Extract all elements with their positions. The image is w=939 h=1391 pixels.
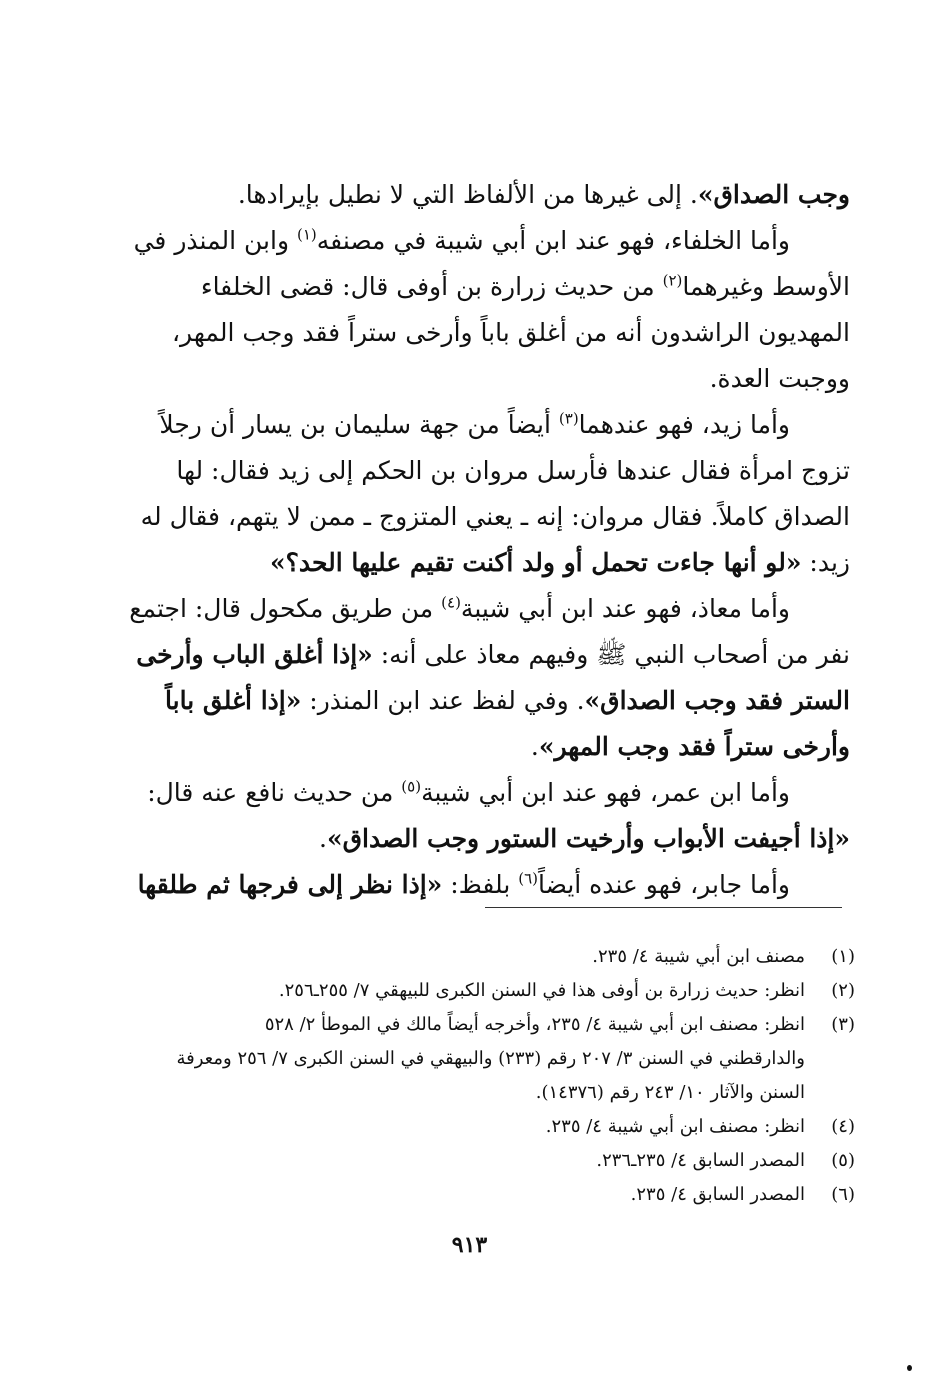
- text-line: [100, 540, 850, 586]
- text-run: بلفظ:: [442, 870, 519, 899]
- text-line: [100, 402, 850, 448]
- text-line: [100, 678, 850, 724]
- footnote-number: (١): [831, 946, 855, 967]
- footnote-marker: (١): [297, 225, 317, 244]
- text-run: وأما زيد، فهو عندهما: [578, 410, 790, 439]
- footnote-separator: [485, 907, 842, 908]
- quoted-text: «إذا أجيفت الأبواب وأرخيت الستور وجب الصداق»: [326, 824, 850, 853]
- footnote-text: [95, 1178, 805, 1212]
- text-run: نفر من أصحاب النبي ﷺ وفيهم معاذ على أنه:: [372, 640, 850, 669]
- quoted-text: «إذا أغلق الباب وأرخى: [136, 640, 373, 669]
- text-line: [100, 632, 850, 678]
- footnote-line: والدارقطني في السنن ٣/ ٢٠٧ رقم (٢٣٣) والبيهقي في السنن الكبرى ٧/ ٢٥٦ ومعرفة: [176, 1048, 805, 1069]
- text-line: [100, 264, 850, 310]
- text-run: . وفي لفظ عند ابن المنذر:: [301, 686, 585, 715]
- page-number: ٩١٣: [451, 1232, 488, 1258]
- footnote-item: [95, 974, 855, 1008]
- quoted-text: وأرخى ستراً فقد وجب المهر»: [538, 732, 850, 761]
- quoted-text: «لو أنها جاءت تحمل أو ولد أكنت تقيم عليها الحد؟»: [269, 548, 802, 577]
- text-run: وأما الخلفاء، فهو عند ابن أبي شيبة في مصنفه: [316, 226, 790, 255]
- text-run: الصداق كاملاً. فقال مروان: إنه ـ يعني المتزوج ـ ممن لا يتهم، فقال له: [140, 502, 850, 531]
- quoted-text: الستر فقد وجب الصداق»: [584, 686, 850, 715]
- scan-speck: [907, 1365, 912, 1371]
- footnote-marker: (٦): [518, 869, 539, 888]
- text-line: [100, 218, 850, 264]
- text-line: [100, 448, 850, 494]
- footnote-item: [95, 1008, 855, 1110]
- text-line: [100, 356, 850, 402]
- text-run: .: [319, 824, 327, 853]
- text-line: [100, 310, 850, 356]
- footnote-item: [95, 1110, 855, 1144]
- text-run: من حديث نافع عنه قال:: [147, 778, 402, 807]
- footnote-number: (٢): [831, 980, 855, 1001]
- footnote-item: [95, 940, 855, 974]
- quoted-text: وجب الصداق»: [697, 180, 850, 209]
- text-line: [100, 494, 850, 540]
- quoted-text: «إذا أغلق باباً: [165, 686, 302, 715]
- quoted-text: «إذا نظر إلى فرجها ثم طلقها: [137, 870, 443, 899]
- text-run: وأما ابن عمر، فهو عند ابن أبي شيبة: [421, 778, 790, 807]
- footnote-line: انظر: مصنف ابن أبي شيبة ٤/ ٢٣٥.: [545, 1116, 805, 1137]
- text-run: الأوسط وغيرهما: [682, 272, 850, 301]
- footnote-line: السنن والآثار ١٠/ ٢٤٣ رقم (١٤٣٧٦).: [535, 1082, 805, 1103]
- main-text: [100, 172, 850, 908]
- text-run: أيضاً من جهة سليمان بن يسار أن رجلاً: [159, 410, 559, 439]
- footnote-text: [95, 940, 805, 974]
- footnote-item: [95, 1178, 855, 1212]
- footnote-number: (٤): [831, 1116, 855, 1137]
- footnote-number: (٥): [831, 1150, 855, 1171]
- text-run: وابن المنذر في: [133, 226, 297, 255]
- text-run: زيد:: [801, 548, 850, 577]
- footnote-marker: (٥): [401, 777, 422, 796]
- footnote-text: [95, 1144, 805, 1178]
- footnotes: [95, 940, 855, 1212]
- text-run: .: [530, 732, 539, 761]
- footnote-line: مصنف ابن أبي شيبة ٤/ ٢٣٥.: [592, 946, 805, 967]
- footnote-marker: (٢): [662, 271, 683, 290]
- footnote-line: المصدر السابق ٤/ ٢٣٥ـ٢٣٦.: [596, 1150, 805, 1171]
- footnote-item: [95, 1144, 855, 1178]
- text-line: [100, 172, 850, 218]
- text-line: [100, 770, 850, 816]
- text-line: [100, 586, 850, 632]
- text-run: . إلى غيرها من الألفاظ التي لا نطيل بإيرادها.: [237, 180, 698, 209]
- footnote-marker: (٤): [441, 593, 461, 612]
- text-run: تزوج امرأة فقال عندها فأرسل مروان بن الحكم إلى زيد فقال: لها: [176, 456, 850, 485]
- text-line: [100, 816, 850, 862]
- footnote-text: [95, 974, 805, 1008]
- footnote-text: [95, 1008, 805, 1110]
- footnote-line: انظر: مصنف ابن أبي شيبة ٤/ ٢٣٥، وأخرجه أيضاً مالك في الموطأ ٢/ ٥٢٨: [264, 1014, 805, 1035]
- footnote-number: (٣): [831, 1014, 855, 1035]
- text-line: [100, 724, 850, 770]
- text-run: المهديون الراشدون أنه من أغلق باباً وأرخى ستراً فقد وجب المهر،: [171, 318, 850, 347]
- text-run: من حديث زرارة بن أوفى قال: قضى الخلفاء: [200, 272, 663, 301]
- text-run: ووجبت العدة.: [709, 364, 850, 393]
- footnote-line: انظر: حديث زرارة بن أوفى هذا في السنن الكبرى للبيهقي ٧/ ٢٥٥ـ٢٥٦.: [278, 980, 805, 1001]
- footnote-marker: (٣): [558, 409, 579, 428]
- footnote-number: (٦): [831, 1184, 855, 1205]
- text-line: [100, 862, 850, 908]
- text-run: من طريق مكحول قال: اجتمع: [129, 594, 442, 623]
- footnote-line: المصدر السابق ٤/ ٢٣٥.: [630, 1184, 805, 1205]
- footnote-text: [95, 1110, 805, 1144]
- text-run: وأما جابر، فهو عنده أيضاً: [538, 870, 790, 899]
- text-run: وأما معاذ، فهو عند ابن أبي شيبة: [460, 594, 790, 623]
